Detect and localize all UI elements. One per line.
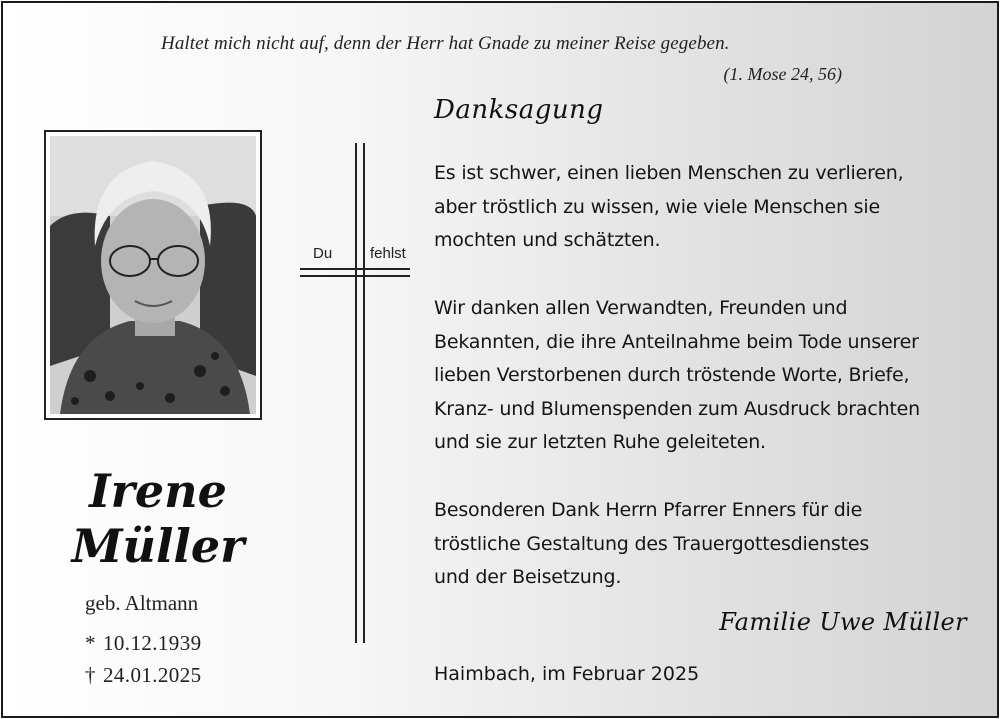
bible-reference: (1. Mose 24, 56) [723, 64, 842, 84]
death-cross-icon: † [85, 663, 96, 687]
portrait-photo [50, 136, 256, 414]
paragraph-line: tröstliche Gestaltung des Trauergottesdienstes [434, 532, 870, 555]
cross-vertical-line [363, 143, 365, 643]
cross-horizontal-line [300, 268, 410, 270]
obituary-card [1, 1, 999, 718]
death-date-value: 24.01.2025 [103, 663, 202, 687]
paragraph-line: mochten und schätzten. [434, 229, 661, 251]
paragraph-line: lieben Verstorbenen durch tröstende Worte, Briefe, [434, 364, 910, 386]
deceased-first-name: Irene [89, 464, 227, 518]
paragraph-line: Kranz- und Blumenspenden zum Ausdruck brachten [434, 397, 921, 420]
birth-date [85, 631, 202, 656]
cross-text-fehlst: fehlst [370, 245, 406, 262]
paragraph-line: Besonderen Dank Herrn Pfarrer Enners für die [434, 499, 863, 521]
deceased-last-name: Müller [71, 519, 245, 573]
birth-star-icon: * [85, 631, 96, 655]
cross-horizontal-line [300, 275, 410, 277]
family-signature: Familie Uwe Müller [719, 608, 967, 636]
paragraph-line: und der Beisetzung. [434, 566, 622, 588]
paragraph-line: Wir danken allen Verwandten, Freunden und [434, 297, 848, 319]
portrait-photo-frame [44, 130, 262, 420]
birth-name: geb. Altmann [85, 591, 199, 615]
cross-vertical-line [355, 143, 357, 643]
paragraph-line: und sie zur letzten Ruhe geleiteten. [434, 431, 766, 453]
paragraph-line: aber tröstlich zu wissen, wie viele Menschen sie [434, 195, 880, 218]
death-date [85, 663, 202, 688]
heading-danksagung: Danksagung [434, 95, 604, 125]
paragraph-line: Bekannten, die ihre Anteilnahme beim Tode unserer [434, 330, 919, 353]
bible-quote: Haltet mich nicht auf, denn der Herr hat Gnade zu meiner Reise gegeben. [161, 33, 730, 54]
paragraph-line: Es ist schwer, einen lieben Menschen zu verlieren, [434, 162, 904, 184]
place-and-date: Haimbach, im Februar 2025 [434, 663, 700, 685]
cross-text-du: Du [313, 245, 333, 262]
paragraph-3 [434, 494, 979, 595]
birth-date-value: 10.12.1939 [103, 631, 202, 655]
paragraph-2 [434, 292, 979, 460]
paragraph-1 [434, 157, 979, 258]
